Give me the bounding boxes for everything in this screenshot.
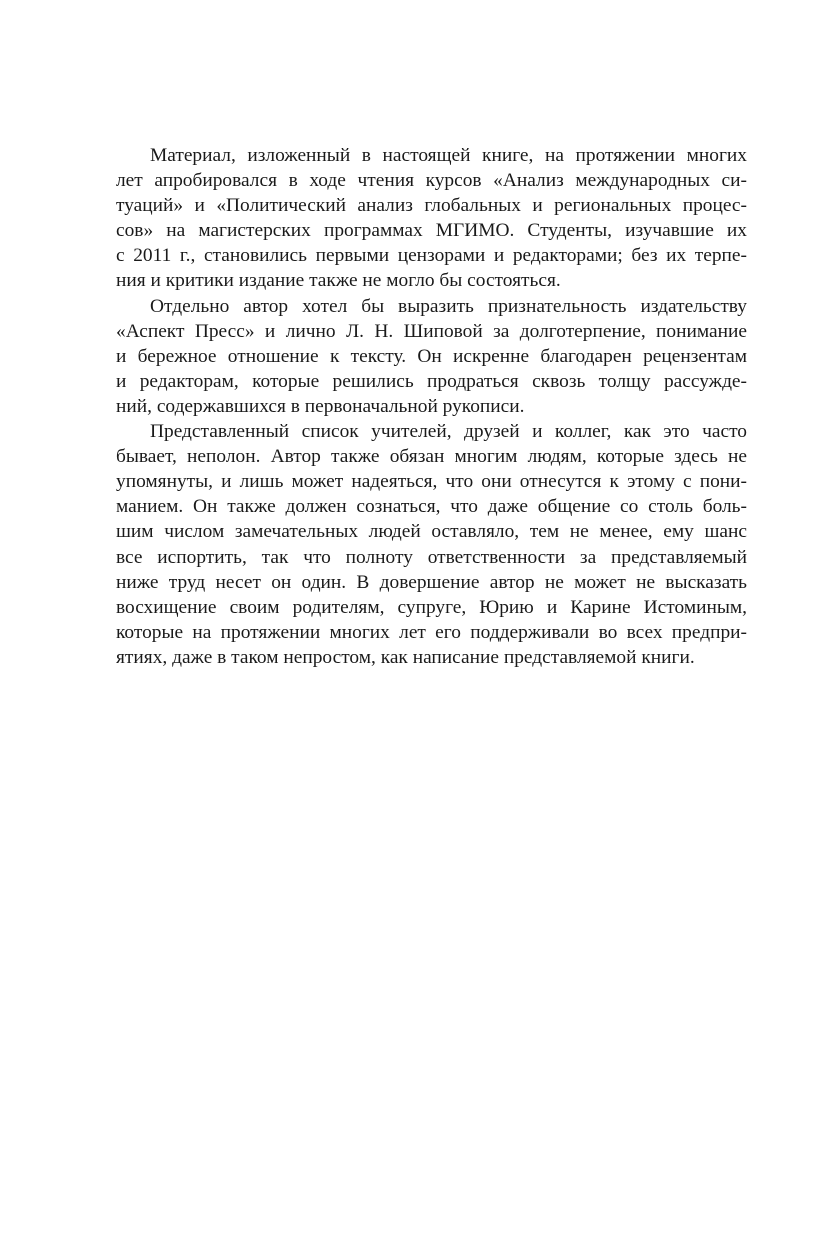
- paragraph-line: и бережное отношение к тексту. Он искренне благодарен рецензентам: [116, 345, 747, 367]
- paragraph-line: которые на протяжении многих лет его поддерживали во всех предпри-: [116, 621, 747, 643]
- paragraph-line: «Аспект Пресс» и лично Л. Н. Шиповой за долготерпение, понимание: [116, 320, 747, 342]
- paragraph-3: [82, 419, 747, 670]
- paragraph-line: и редакторам, которые решились продраться сквозь толщу рассужде-: [116, 370, 747, 392]
- paragraph-line: упомянуты, и лишь может надеяться, что они отнесутся к этому с пони-: [116, 471, 747, 493]
- paragraph-1: [82, 143, 747, 294]
- paragraph-line: Представленный список учителей, друзей и коллег, как это часто: [150, 421, 747, 443]
- paragraph-line: ниже труд несет он один. В довершение автор не может не высказать: [116, 571, 747, 593]
- paragraph-line: ния и критики издание также не могло бы состояться.: [116, 270, 561, 292]
- paragraph-2: [82, 294, 747, 419]
- paragraph-line: Материал, изложенный в настоящей книге, на протяжении многих: [150, 145, 747, 166]
- paragraph-line: ятиях, даже в таком непростом, как написание представляемой книги.: [116, 646, 695, 668]
- paragraph-line: лет апробировался в ходе чтения курсов «Анализ международных си-: [116, 170, 747, 192]
- paragraph-line: сов» на магистерских программах МГИМО. Студенты, изучавшие их: [116, 220, 747, 242]
- paragraph-line: шим числом замечательных людей оставляло, тем не менее, ему шанс: [116, 521, 747, 543]
- paragraph-line: все испортить, так что полноту ответственности за представляемый: [116, 546, 747, 568]
- paragraph-line: Отдельно автор хотел бы выразить признательность издательству: [150, 295, 747, 317]
- document-page: [82, 143, 747, 670]
- paragraph-line: туаций» и «Политический анализ глобальных и региональных процес-: [116, 195, 747, 217]
- paragraph-line: с 2011 г., становились первыми цензорами и редакторами; без их терпе-: [116, 245, 747, 267]
- paragraph-line: восхищение своим родителям, супруге, Юрию и Карине Истоминым,: [116, 596, 747, 618]
- paragraph-line: манием. Он также должен сознаться, что даже общение со столь боль-: [116, 496, 747, 518]
- paragraph-line: бывает, неполон. Автор также обязан многим людям, которые здесь не: [116, 446, 747, 468]
- paragraph-line: ний, содержавшихся в первоначальной рукописи.: [116, 395, 525, 417]
